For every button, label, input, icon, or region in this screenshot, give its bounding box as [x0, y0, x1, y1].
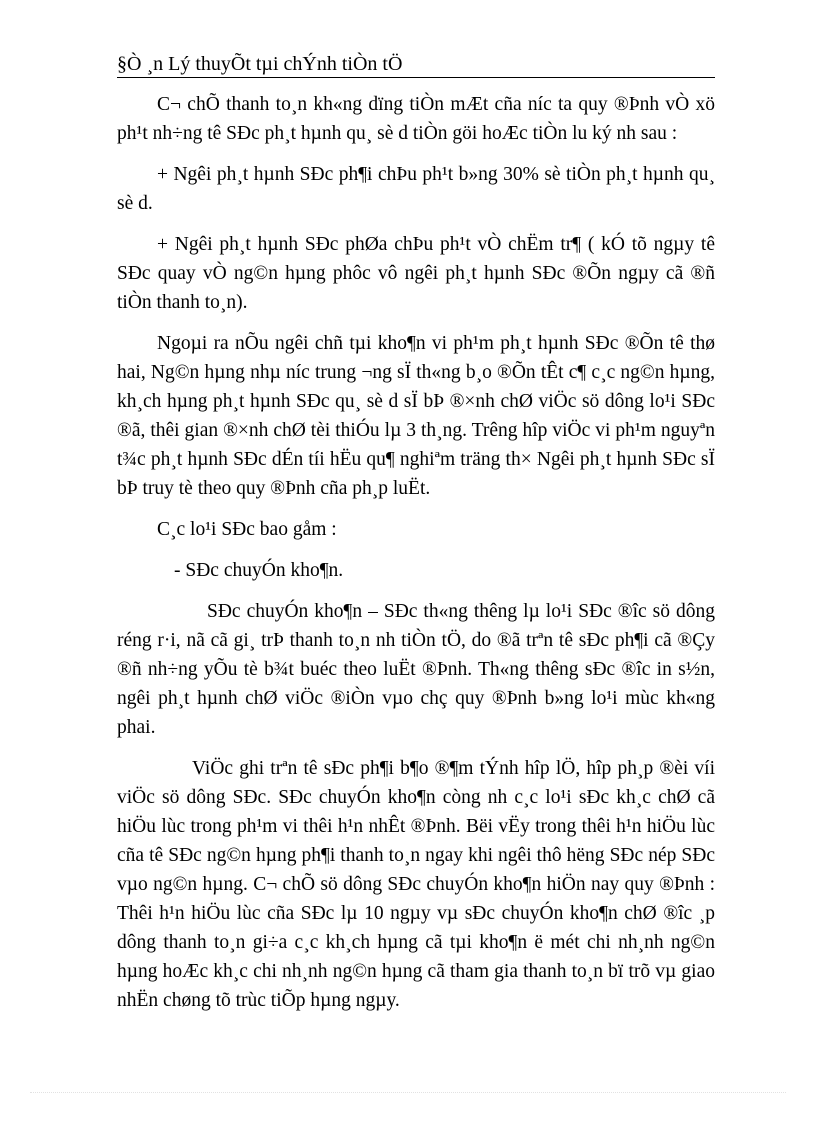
document-header-title: §Ò ¸n Lý thuyÕt tµi chÝnh tiÒn tÖ	[117, 52, 715, 78]
paragraph-penalty-30-percent: + Ngêi ph¸t hµnh SÐc ph¶i chÞu ph¹t b»ng 30% sè tiÒn ph¸t hµnh qu¸ sè d.	[117, 164, 715, 214]
paragraph-second-violation: Ngoµi ra nÕu ngêi chñ tµi kho¶n vi ph¹m ph¸t hµnh SÐc ®Õn tê thø hai, Ng©n hµng nhµ níc trung ¬ng sÏ th«ng b¸o ®Õn tÊt c¶ c¸c ng©n hµng, kh¸ch hµng ph¸t hµnh SÐc qu¸ sè d sÏ bÞ ®×nh chØ viÖc sö dông lo¹i SÐc ®ã, thêi gian ®×nh chØ tèi thiÓu lµ 3 th¸ng. Trêng hîp viÖc vi ph¹m nguyªn t¾c ph¸t hµnh SÐc dÉn tíi hËu qu¶ nghiªm träng th× Ngêi ph¸t hµnh SÐc sÏ bÞ truy tè theo quy ®Þnh cña ph¸p luËt.	[117, 333, 715, 499]
document-body	[117, 90, 715, 1027]
paragraph-check-validity: ViÖc ghi trªn tê sÐc ph¶i b¶o ®¶m tÝnh hîp lÖ, hîp ph¸p ®èi víi viÖc sö dông SÐc. SÐc chuyÓn kho¶n còng nh c¸c lo¹i sÐc kh¸c chØ cã hiÖu lùc trong ph¹m vi thêi h¹n nhÊt ®Þnh. Bëi vËy trong thêi h¹n hiÖu lùc cña tê SÐc ng©n hµng ph¶i thanh to¸n ngay khi ngêi thô hëng SÐc nép SÐc vµo ng©n hµng. C¬ chÕ sö dông SÐc chuyÓn kho¶n hiÖn nay quy ®Þnh : Thêi h¹n hiÖu lùc cña SÐc lµ 10 ngµy vµ sÐc chuyÓn kho¶n chØ ®îc ¸p dông thanh to¸n gi÷a c¸c kh¸ch hµng cã tµi kho¶n ë mét chi nh¸nh ng©n hµng hoÆc kh¸c chi nh¸nh ng©n hµng cã tham gia thanh to¸n bï trõ vµ giao nhËn chøng tõ trùc tiÕp hµng ngµy.	[117, 758, 715, 1011]
paragraph-check-types-heading: C¸c lo¹i SÐc bao gåm :	[157, 519, 337, 540]
paragraph-penalty-late-payment: + Ngêi ph¸t hµnh SÐc phØa chÞu ph¹t vÒ chËm tr¶ ( kÓ tõ ngµy tê SÐc quay vÒ ng©n hµng phôc vô ngêi ph¸t hµnh SÐc ®Õn ngµy cã ®ñ tiÒn thanh to¸n).	[117, 234, 715, 313]
paragraph-penalty-intro: C¬ chÕ thanh to¸n kh«ng dïng tiÒn mÆt cña níc ta quy ®Þnh vÒ xö ph¹t nh÷ng tê SÐc ph¸t hµnh qu¸ sè d tiÒn göi hoÆc tiÒn lu ký nh sau :	[117, 94, 715, 144]
page-bottom-divider	[30, 1092, 786, 1093]
list-item-transfer-check: - SÐc chuyÓn kho¶n.	[174, 560, 344, 581]
paragraph-transfer-check-description: SÐc chuyÓn kho¶n – SÐc th«ng thêng lµ lo¹i SÐc ®îc sö dông réng r·i, nã cã gi¸ trÞ thanh to¸n nh tiÒn tÖ, do ®ã trªn tê sÐc ph¶i cã ®Çy ®ñ nh÷ng yÕu tè b¾t buéc theo luËt ®Þnh. Th«ng thêng sÐc ®îc in s½n, ngêi ph¸t hµnh chØ viÖc ®iÒn vµo chç quy ®Þnh b»ng lo¹i mùc kh«ng phai.	[117, 601, 715, 738]
